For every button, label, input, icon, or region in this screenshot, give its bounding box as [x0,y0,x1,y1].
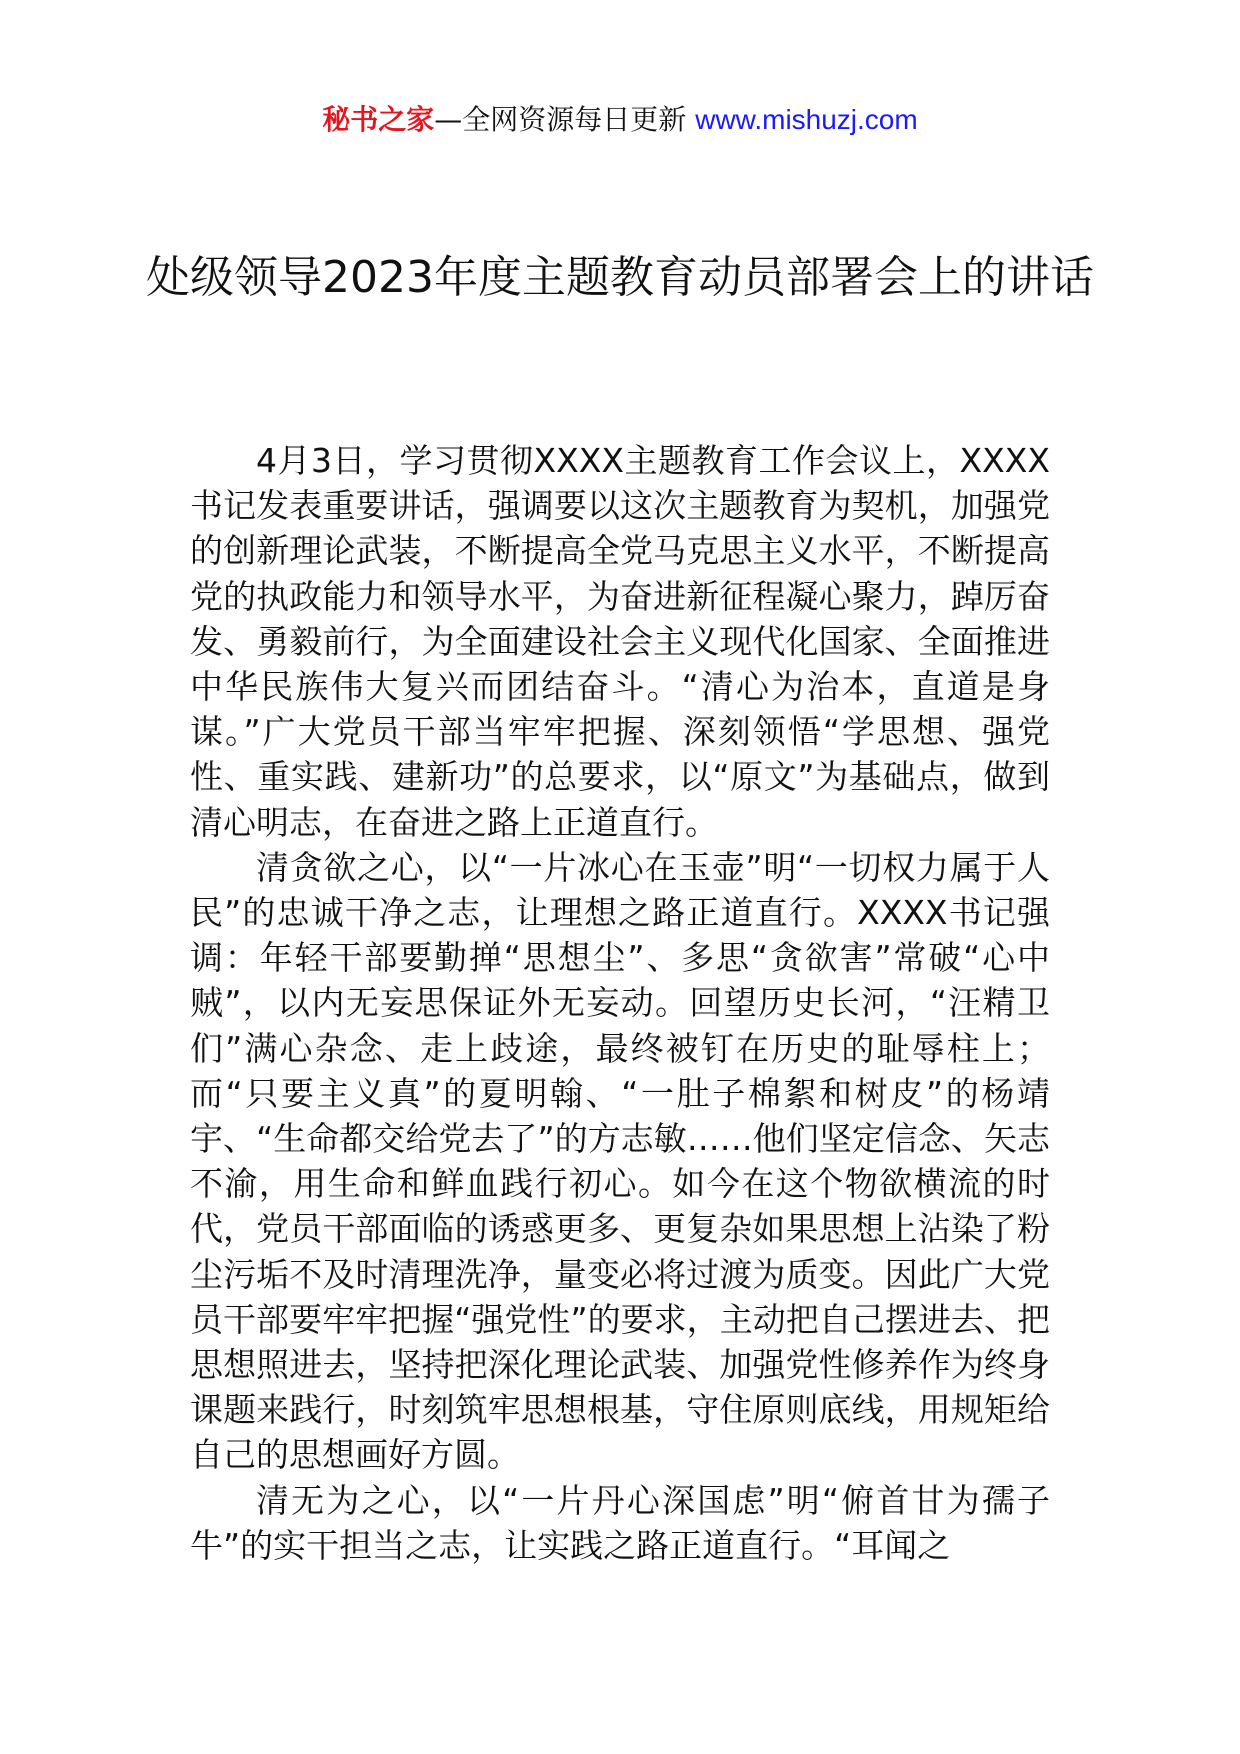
brand-name: 秘书之家 [322,103,435,136]
paragraph: 清无为之心，以“一片丹心深国虑”明“俯首甘为孺子牛”的实干担当之志，让实践之路正道直行。“耳闻之 [190,1480,1050,1565]
site-banner [0,100,1240,140]
document-title: 处级领导2023年度主题教育动员部署会上的讲话 [146,252,1094,303]
document-body [190,438,1050,1568]
paragraph: 清贪欲之心，以“一片冰心在玉壶”明“一切权力属于人民”的忠诚干净之志，让理想之路正道直行。XXXX书记强调：年轻干部要勤掸“思想尘”、多思“贪欲害”常破“心中贼”，以内无妄思保证外无妄动。回望历史长河，“汪精卫们”满心杂念、走上歧途，最终被钉在历史的耻辱柱上；而“只要主义真”的夏明翰、“一肚子棉絮和树皮”的杨靖宇、“生命都交给党去了”的方志敏……他们坚定信念、矢志不渝，用生命和鲜血践行初心。如今在这个物欲横流的时代，党员干部面临的诱惑更多、更复杂如果思想上沾染了粉尘污垢不及时清理洗净，量变必将过渡为质变。因此广大党员干部要牢牢把握“强党性”的要求，主动把自己摆进去、把思想照进去，坚持把深化理论武装、加强党性修养作为终身课题来践行，时刻筑牢思想根基，守住原则底线，用规矩给自己的思想画好方圆。 [190,847,1050,1475]
site-url-link[interactable]: www.mishuzj.com [695,104,918,135]
paragraph: 4月3日，学习贯彻XXXX主题教育工作会议上，XXXX书记发表重要讲话，强调要以这次主题教育为契机，加强党的创新理论武装，不断提高全党马克思主义水平，不断提高党的执政能力和领导水平，为奋进新征程凝心聚力，踔厉奋发、勇毅前行，为全面建设社会主义现代化国家、全面推进中华民族伟大复兴而团结奋斗。“清心为治本，直道是身谋。”广大党员干部当牢牢把握、深刻领悟“学思想、强党性、重实践、建新功”的总要求，以“原文”为基础点，做到清心明志，在奋进之路上正道直行。 [190,441,1050,842]
banner-slogan: —全网资源每日更新 [434,103,687,136]
